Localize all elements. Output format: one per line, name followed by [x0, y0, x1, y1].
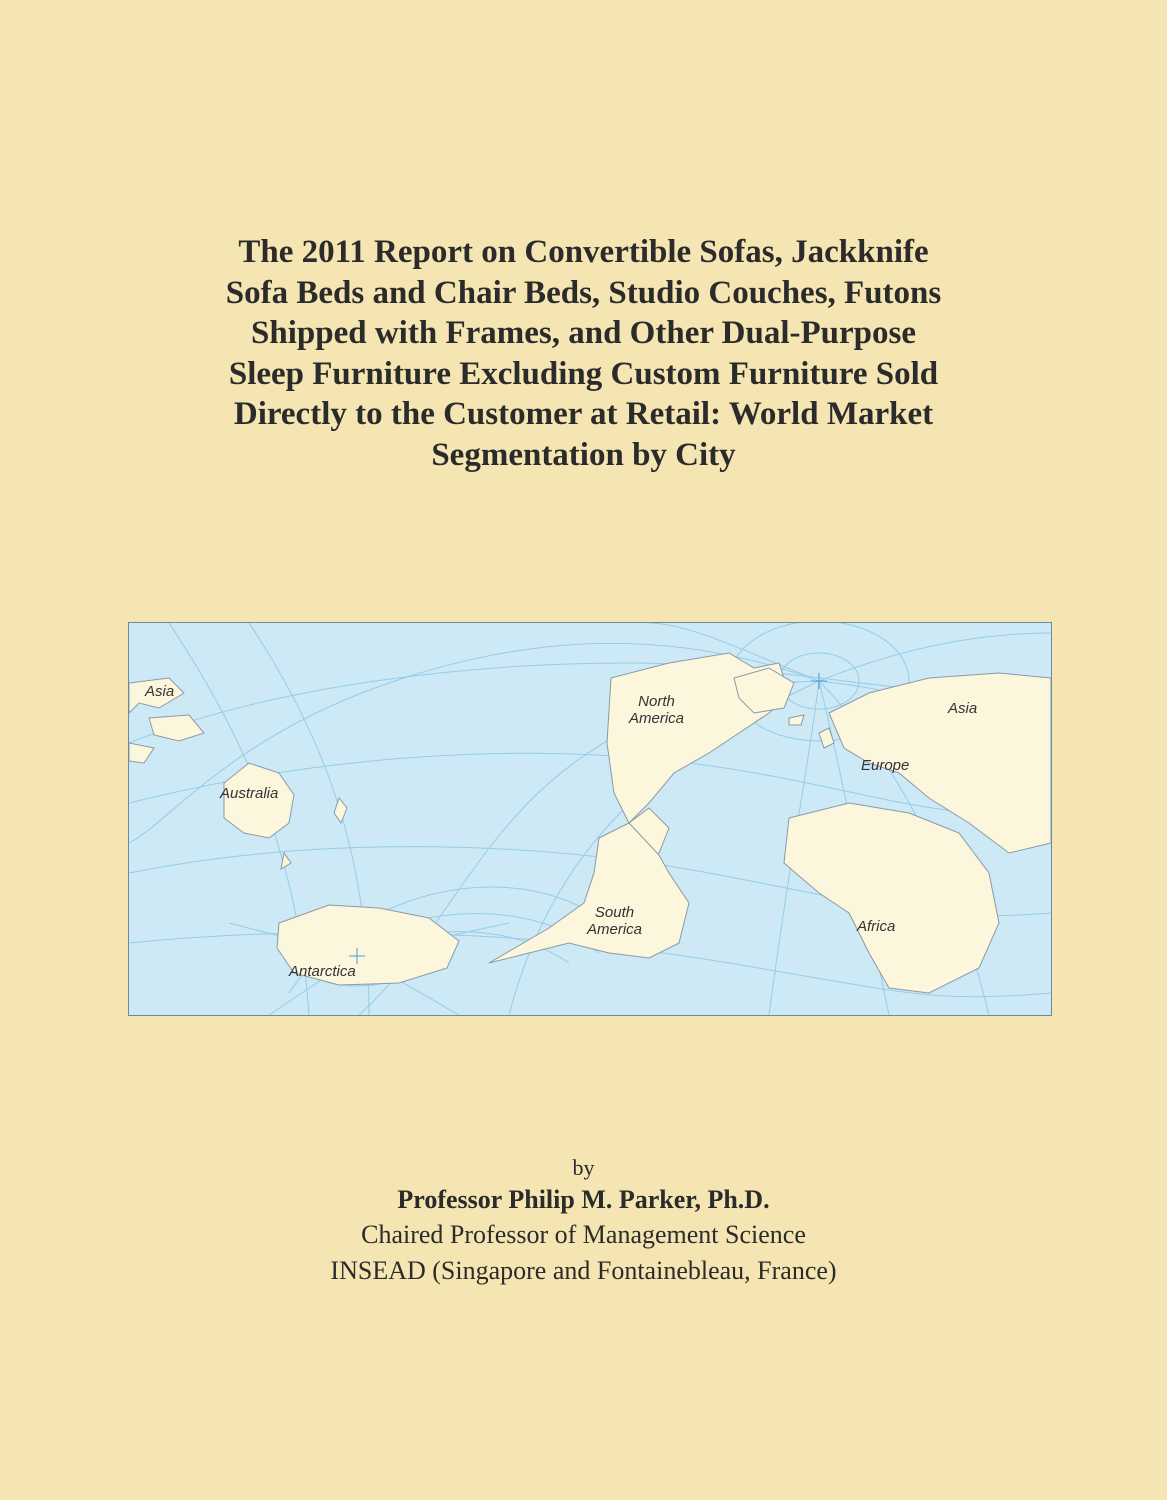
- map-label-line: South: [594, 904, 635, 921]
- title-line: Directly to the Customer at Retail: World Market: [233, 396, 934, 432]
- title-line: Segmentation by City: [431, 436, 736, 473]
- map-label-africa: Africa: [857, 918, 896, 935]
- author-name: Professor Philip M. Parker, Ph.D.: [397, 1185, 770, 1214]
- map-label-line: America: [587, 921, 643, 938]
- map-label-north-america: [629, 693, 684, 727]
- map-label-asia-east: Asia: [948, 700, 978, 717]
- title-line: Shipped with Frames, and Other Dual-Purpose: [251, 315, 916, 351]
- title-line: Sofa Beds and Chair Beds, Studio Couches, Futons: [225, 274, 942, 311]
- world-map-graphic: [129, 623, 1051, 1015]
- map-label-europe: Europe: [861, 757, 910, 774]
- byline-by: by: [572, 1155, 595, 1180]
- book-title: [120, 232, 1047, 475]
- map-label-south-america: [587, 904, 642, 938]
- author-institution: INSEAD (Singapore and Fontainebleau, France): [330, 1256, 837, 1285]
- author-title: Chaired Professor of Management Science: [361, 1220, 806, 1249]
- world-map: [128, 622, 1052, 1016]
- map-label-asia-west: Asia: [145, 683, 175, 700]
- map-label-australia: Australia: [220, 785, 279, 802]
- title-line: Sleep Furniture Excluding Custom Furniture Sold: [228, 355, 939, 392]
- title-line: The 2011 Report on Convertible Sofas, Jackknife: [238, 234, 929, 270]
- map-label-line: America: [629, 710, 685, 727]
- map-label-antarctica: Antarctica: [289, 963, 356, 980]
- map-label-line: North: [638, 693, 675, 710]
